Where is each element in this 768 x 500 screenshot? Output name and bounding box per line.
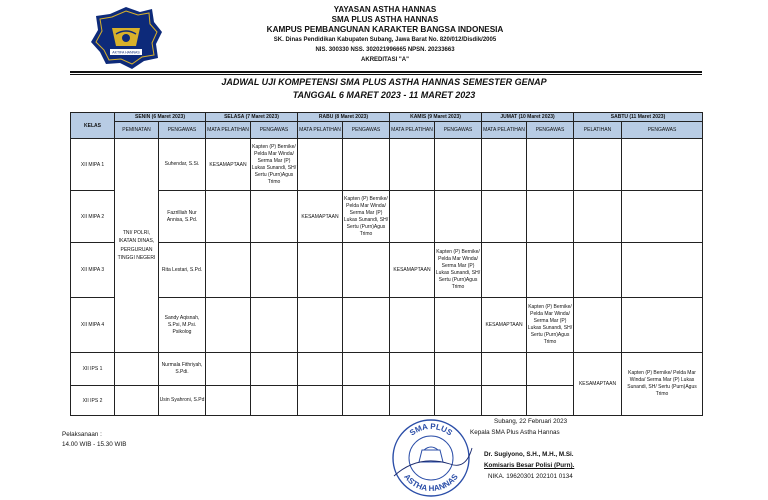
kelas-header: KELAS [71, 113, 115, 139]
day-header-senin: SENIN (6 Maret 2023) [115, 113, 206, 122]
peminatan-cell: TNI/ POLRI, IKATAN DINAS, PERGURUAN TINGGI NEGERI [115, 139, 159, 353]
day-header-rabu: RABU (8 Maret 2023) [298, 113, 390, 122]
pengawas-cell: Rita Lestari, S.Pd. [159, 243, 206, 298]
day-header-jumat: JUMAT (10 Maret 2023) [482, 113, 574, 122]
signature-block [470, 416, 574, 482]
pengawas-cell: Sandy Aqisnah, S.Psi, M.Psi. Psikolog [159, 298, 206, 353]
campus-name: KAMPUS PEMBANGUNAN KARAKTER BANGSA INDONESIA [266, 25, 504, 34]
sub-header-row [71, 122, 703, 139]
officers-cell: Kapten (P) Bernike/ Pelda Mar Winda/ Serma Mar (P) Lukas Sunandi, SH/ Sertu (Purn)Agus Trimo [527, 298, 574, 353]
pengawas-cell: Fazrilliah Nur Annisa, S.Pd. [159, 191, 206, 243]
title-line-2: TANGGAL 6 MARET 2023 - 11 MARET 2023 [292, 90, 476, 100]
pengawas-cell: Usin Syahroni, S.Pd [159, 386, 206, 416]
officers-cell: Kapten (P) Bernike/ Pelda Mar Winda/ Serma Mar (P) Lukas Sunandi, SH/ Sertu (Purn)Agus Trimo [343, 191, 390, 243]
day-header-sabtu: SABTU (11 Maret 2023) [574, 113, 703, 122]
pelatihan-header: PELATIHAN [574, 122, 622, 139]
kelas-cell: XII MIPA 3 [71, 243, 115, 298]
kelas-cell: XII IPS 2 [71, 386, 115, 416]
signatory-name: Dr. Sugiyono, S.H., M.H., M.Si. [484, 451, 574, 458]
pengawas-header: PENGAWAS [343, 122, 390, 139]
svg-text:AKTIFA HANNAS: AKTIFA HANNAS [112, 50, 140, 55]
foundation-name: YAYASAN ASTHA HANNAS [333, 5, 437, 14]
school-name: SMA PLUS ASTHA HANNAS [331, 15, 439, 24]
officers-cell: Kapten (P) Bernike/ Pelda Mar Winda/ Serma Mar (P) Lukas Sunandi, SH/ Sertu (Purn)Agus Trimo [622, 353, 703, 416]
signatory-nrp: NIKA. 19620301 202101 0134 [488, 473, 573, 480]
pengawas-cell: Nurmala Fithriyah, S.Pdi. [159, 353, 206, 386]
subject-cell: KESAMAPTAAN [206, 139, 251, 191]
execution-label: Pelaksanaan : [62, 431, 102, 438]
school-ids: NIS. 300330 NSS. 302021996665 NPSN. 20233663 [315, 47, 455, 53]
place-date: Subang, 22 Februari 2023 [494, 418, 568, 425]
table-row [71, 243, 703, 298]
mapel-header: MATA PELATIHAN [298, 122, 343, 139]
document-title [0, 76, 768, 102]
accreditation: AKREDITASI "A" [361, 57, 409, 63]
letterhead-rule-thin [70, 74, 702, 75]
pengawas-header: PENGAWAS [435, 122, 482, 139]
subject-cell: KESAMAPTAAN [574, 353, 622, 416]
table-row [71, 191, 703, 243]
signatory-role: Kepala SMA Plus Astha Hannas [470, 429, 560, 436]
day-header-selasa: SELASA (7 Maret 2023) [206, 113, 298, 122]
pengawas-header: PENGAWAS [622, 122, 703, 139]
signatory-title: Komisaris Besar Polisi (Purn). [484, 462, 575, 469]
pengawas-header: PENGAWAS [527, 122, 574, 139]
officers-cell: Kapten (P) Bernike/ Pelda Mar Winda/ Serma Mar (P) Lukas Sunandi, SH/ Sertu (Purn)Agus Trimo [435, 243, 482, 298]
day-header-kamis: KAMIS (9 Maret 2023) [390, 113, 482, 122]
day-header-row [71, 113, 703, 122]
letterhead-rule-thick [70, 71, 702, 73]
school-stamp [388, 418, 474, 498]
peminatan-header: PEMINATAN [115, 122, 159, 139]
table-row [71, 298, 703, 353]
kelas-cell: XII MIPA 2 [71, 191, 115, 243]
letterhead [0, 0, 768, 72]
kelas-cell: XII IPS 1 [71, 353, 115, 386]
kelas-cell: XII MIPA 1 [71, 139, 115, 191]
subject-cell: KESAMAPTAAN [390, 243, 435, 298]
execution-time [62, 430, 126, 450]
kelas-cell: XII MIPA 4 [71, 298, 115, 353]
execution-time-value: 14.00 WIB - 15.30 WIB [62, 441, 127, 448]
mapel-header: MATA PELATIHAN [206, 122, 251, 139]
subject-cell: KESAMAPTAAN [298, 191, 343, 243]
mapel-header: MATA PELATIHAN [482, 122, 527, 139]
subject-cell: KESAMAPTAAN [482, 298, 527, 353]
exam-schedule-table [70, 112, 703, 416]
pengawas-header: PENGAWAS [159, 122, 206, 139]
officers-cell: Kapten (P) Bernike/ Pelda Mar Winda/ Serma Mar (P) Lukas Sunandi, SH/ Sertu (Purn)Agus Trimo [251, 139, 298, 191]
table-row [71, 139, 703, 191]
stamp-bottom-text: ASTHA HANNAS [402, 472, 460, 494]
pengawas-cell: Suhendar, S.Si. [159, 139, 206, 191]
stamp-top-text: SMA PLUS [407, 421, 455, 438]
table-row [71, 353, 703, 386]
mapel-header: MATA PELATIHAN [390, 122, 435, 139]
decree-number: SK. Dinas Pendidikan Kabupaten Subang, Jawa Barat No. 820/012/Disdik/2005 [273, 37, 497, 43]
title-line-1: JADWAL UJI KOMPETENSI SMA PLUS ASTHA HANNAS SEMESTER GENAP [221, 77, 547, 87]
pengawas-header: PENGAWAS [251, 122, 298, 139]
